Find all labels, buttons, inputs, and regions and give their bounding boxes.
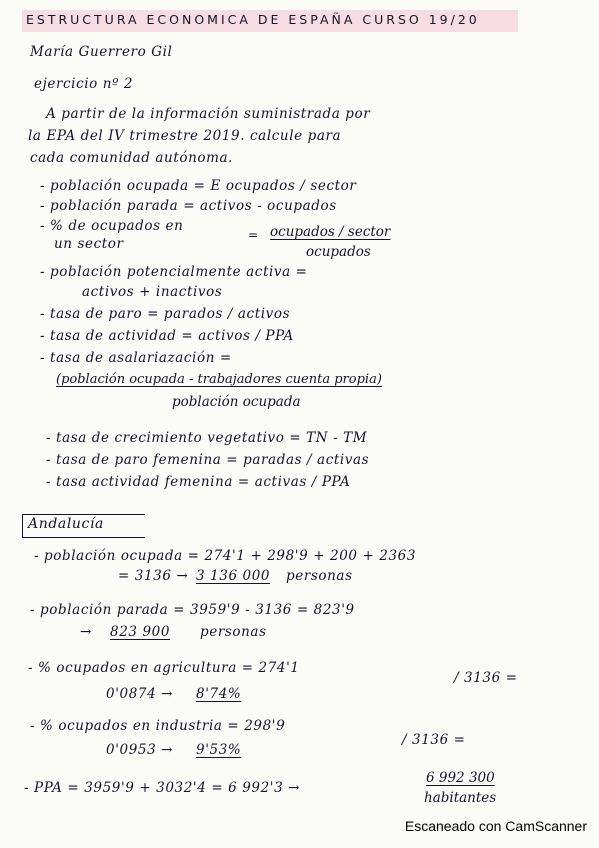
page-title: ESTRUCTURA ECONOMICA DE ESPAÑA CURSO 19/20 xyxy=(26,12,480,27)
scanner-watermark: Escaneado con CamScanner xyxy=(404,818,587,834)
definition-ppa-line-1: - población potencialmente activa = xyxy=(40,264,308,280)
solution-agriculture-divisor: / 3136 = xyxy=(454,670,518,686)
exercise-label: ejercicio nº 2 xyxy=(34,76,134,92)
solution-industry-decimal: 0'0953 → xyxy=(106,742,174,758)
solution-unemployed-arrow: → xyxy=(80,624,92,640)
definition-salaried-denominator: población ocupada xyxy=(172,394,301,410)
solution-ppa-unit: habitantes xyxy=(424,790,497,806)
definition-percent-line-2: un sector xyxy=(54,236,124,252)
solution-ppa-line-1: - PPA = 3959'9 + 3032'4 = 6 992'3 → xyxy=(24,780,301,796)
definition-percent-denominator: ocupados xyxy=(306,244,371,260)
solution-occupied-result: 3 136 000 xyxy=(196,568,271,584)
definition-percent-line-1: - % de ocupados en xyxy=(40,218,184,234)
intro-line-1: A partir de la información suministrada por xyxy=(46,106,371,122)
solution-ppa-result: 6 992 300 xyxy=(426,770,495,786)
solution-industry-divisor: / 3136 = xyxy=(402,732,466,748)
solution-unemployed-result: 823 900 xyxy=(110,624,171,640)
definition-unemployed: - población parada = activos - ocupados xyxy=(40,198,337,214)
solution-occupied-result-prefix: = 3136 → xyxy=(118,568,189,584)
intro-line-3: cada comunidad autónoma. xyxy=(30,150,234,166)
equals-sign: = xyxy=(248,228,259,242)
solution-occupied-unit: personas xyxy=(286,568,353,584)
definition-salaried-rate: - tasa de asalariazación = xyxy=(40,350,232,366)
definition-ppa-line-2: activos + inactivos xyxy=(82,284,223,300)
solution-agriculture-result: 8'74% xyxy=(196,686,242,702)
definition-activity-rate: - tasa de actividad = activos / PPA xyxy=(40,328,294,344)
definition-occupied: - población ocupada = E ocupados / sector xyxy=(40,178,357,194)
author-name: María Guerrero Gil xyxy=(30,44,173,60)
solution-occupied-line-1: - población ocupada = 274'1 + 298'9 + 200 + 2363 xyxy=(34,548,417,564)
section-title: Andalucía xyxy=(28,516,104,532)
definition-vegetative-growth: - tasa de crecimiento vegetativo = TN - TM xyxy=(46,430,368,446)
definition-female-unemployment: - tasa de paro femenina = paradas / activas xyxy=(46,452,370,468)
solution-industry-result: 9'53% xyxy=(196,742,242,758)
definition-salaried-numerator: (población ocupada - trabajadores cuenta propia) xyxy=(56,372,382,387)
solution-agriculture-decimal: 0'0874 → xyxy=(106,686,174,702)
intro-line-2: la EPA del IV trimestre 2019. calcule para xyxy=(28,128,342,144)
definition-female-activity: - tasa actividad femenina = activas / PPA xyxy=(46,474,351,490)
definition-percent-numerator: ocupados / sector xyxy=(270,224,391,240)
solution-unemployed-unit: personas xyxy=(200,624,267,640)
definition-unemployment-rate: - tasa de paro = parados / activos xyxy=(40,306,291,322)
solution-agriculture-line-1: - % ocupados en agricultura = 274'1 xyxy=(28,660,300,676)
solution-industry-line-1: - % ocupados en industria = 298'9 xyxy=(30,718,286,734)
solution-unemployed-line-1: - población parada = 3959'9 - 3136 = 823'9 xyxy=(30,602,355,618)
